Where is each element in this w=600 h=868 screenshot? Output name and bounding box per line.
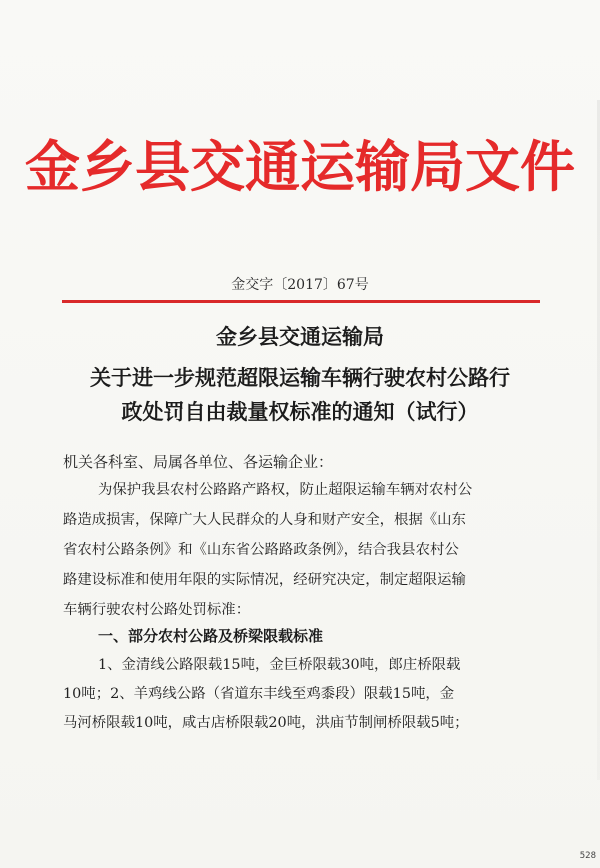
section-line-2: 10吨；2、羊鸡线公路（省道东丰线至鸡黍段）限载15吨，金 — [63, 686, 455, 702]
section-line-1: 1、金清线公路限载15吨，金巨桥限载30吨，郎庄桥限载 — [98, 657, 461, 673]
title-line-3: 政处罚自由裁量权标准的通知（试行） — [121, 399, 479, 424]
document-masthead: 金乡县交通运输局文件 — [24, 134, 575, 199]
title-line-2: 关于进一步规范超限运输车辆行驶农村公路行 — [90, 365, 510, 390]
page-corner-mark: 528 — [579, 851, 596, 861]
red-separator-line — [62, 300, 540, 303]
section-line-3: 马河桥限载10吨，咸古店桥限载20吨，洪庙节制闸桥限载5吨； — [63, 715, 469, 731]
paragraph-line-2: 路造成损害，保障广大人民群众的人身和财产安全，根据《山东 — [63, 512, 466, 528]
section-heading: 一、部分农村公路及桥梁限载标准 — [98, 627, 324, 645]
salutation: 机关各科室、局属各单位、各运输企业： — [63, 453, 334, 471]
title-line-1: 金乡县交通运输局 — [216, 324, 384, 349]
document-number: 金交字〔2017〕67号 — [231, 277, 369, 293]
paragraph-line-5: 车辆行驶农村公路处罚标准： — [63, 602, 251, 618]
paragraph-line-1: 为保护我县农村公路路产路权，防止超限运输车辆对农村公 — [98, 482, 473, 498]
paragraph-line-3: 省农村公路条例》和《山东省公路路政条例》，结合我县农村公 — [63, 542, 459, 558]
paragraph-line-4: 路建设标准和使用年限的实际情况，经研究决定，制定超限运输 — [63, 572, 466, 588]
